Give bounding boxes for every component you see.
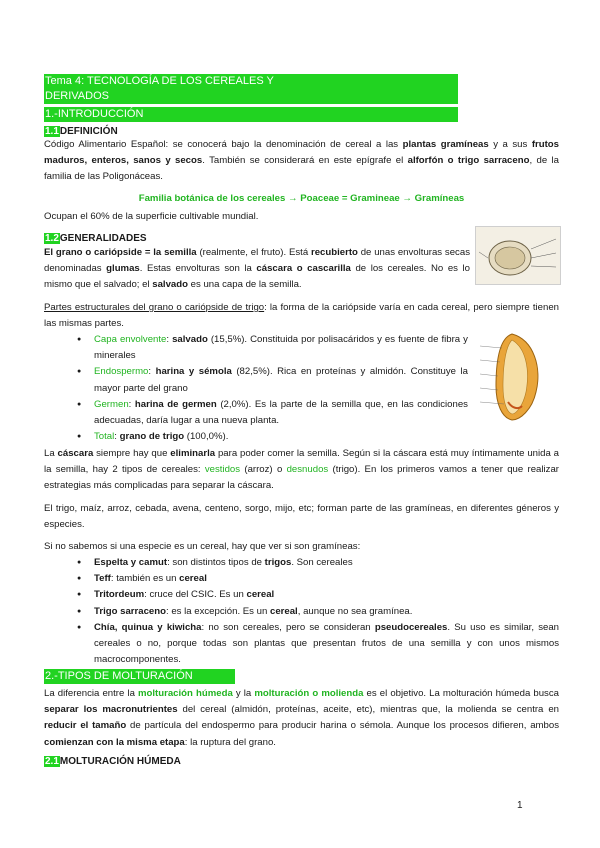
list-item: ● Chía, quinua y kiwicha: no son cereales, pero se consideran pseudocereales. Su uso es similar, sean cereales o no, porque todas son plantas que presentan frutos de una semilla y con unos mismos macrocomponentes. <box>78 620 559 669</box>
subsection-heading-molturacion-humeda <box>44 755 181 768</box>
list-item: ● Tritordeum: cruce del CSIC. Es un cereal <box>78 587 559 603</box>
list-item: ● Endospermo: harina y sémola (82,5%). Rica en proteínas y almidón. Constituye la mayor parte del grano <box>78 364 468 396</box>
seed-diagram-drawing <box>476 227 560 284</box>
subsection-title: GENERALIDADES <box>59 233 147 244</box>
paragraph-grano: El grano o cariópside = la semilla (realmente, el fruto). Está recubierto de unas envolturas secas denominadas glumas. Estas envolturas son la cáscara o cascarilla de los cereales. No es lo mismo que el salvado; el salvado es una capa de la semilla. <box>44 247 470 291</box>
subsection-title: MOLTURACIÓN HÚMEDA <box>59 756 181 767</box>
list-item: ● Trigo sarraceno: es la excepción. Es un cereal, aunque no sea gramínea. <box>78 604 559 620</box>
list-item: ● Capa envolvente: salvado (15,5%). Constituida por polisacáridos y es fuente de fibra y minerales <box>78 332 468 364</box>
paragraph-especie: Si no sabemos si una especie es un cereal, hay que ver si son gramíneas: <box>44 541 361 552</box>
list-item: ● Total: grano de trigo (100,0%). <box>78 429 468 445</box>
wheat-grain-image <box>478 330 558 422</box>
page-number: 1 <box>517 800 523 811</box>
botanical-family-line: Familia botánica de los cereales → Poaceae = Gramineae → Gramíneas <box>138 193 465 204</box>
paragraph-definicion: Código Alimentario Español: se conocerá bajo la denominación de cereal a las plantas gramíneas y a sus frutos maduros, enteros, sanos y secos. También se considerará en este epígrafe el alforfón o trigo sarraceno, de la familia de las Poligonáceas. <box>44 139 559 183</box>
section-heading-introduccion: 1.-INTRODUCCIÓN <box>44 107 458 122</box>
list-item: ● Teff: también es un cereal <box>78 571 559 587</box>
species-list <box>78 555 559 668</box>
paragraph-gramineas: El trigo, maíz, arroz, cebada, avena, centeno, sorgo, mijo, etc; forman parte de las gramíneas, en diferentes géneros y especies. <box>44 503 559 531</box>
seed-diagram-image <box>475 226 561 285</box>
paragraph-partes: Partes estructurales del grano o cariópside de trigo: la forma de la cariópside varía en cada cereal, pero siempre tienen las mismas partes. <box>44 302 559 330</box>
paragraph-superficie: Ocupan el 60% de la superficie cultivable mundial. <box>44 211 259 222</box>
section-heading-molturacion: 2.-TIPOS DE MOLTURACIÓN <box>44 669 235 684</box>
wheat-grain-drawing <box>478 330 558 422</box>
parts-list <box>78 332 468 445</box>
subsection-title: DEFINICIÓN <box>59 126 118 137</box>
doc-title-line2: DERIVADOS <box>44 89 458 104</box>
subsection-number: 1.1 <box>45 126 59 137</box>
subsection-heading-generalidades <box>44 232 147 245</box>
list-item: ● Germen: harina de germen (2,0%). Es la parte de la semilla que, en las condiciones adecuadas, daría lugar a una nueva planta. <box>78 397 468 429</box>
subsection-number: 2.1 <box>45 756 59 767</box>
paragraph-molturacion: La diferencia entre la molturación húmeda y la molturación o molienda es el objetivo. La molturación húmeda busca separar los macronutrientes del cereal (almidón, proteínas, aceite, etc), mientras que, la molienda se centra en reducir el tamaño de partícula del endospermo para producir harina o sémola. Aunque los procesos difieren, ambos comienzan con la misma etapa: la ruptura del grano. <box>44 688 559 748</box>
list-item: ● Espelta y camut: son distintos tipos de trigos. Son cereales <box>78 555 559 571</box>
doc-title-line1: Tema 4: TECNOLOGÍA DE LOS CEREALES Y <box>44 74 458 89</box>
subsection-number: 1.2 <box>45 233 59 244</box>
paragraph-cascara: La cáscara siempre hay que eliminarla para poder comer la semilla. Según si la cáscara está muy íntimamente unida a la semilla, hay 2 tipos de cereales: vestidos (arroz) o desnudos (trigo). En los primeros vamos a tener que realizar estrategias más complicadas para separar la cáscara. <box>44 448 559 492</box>
